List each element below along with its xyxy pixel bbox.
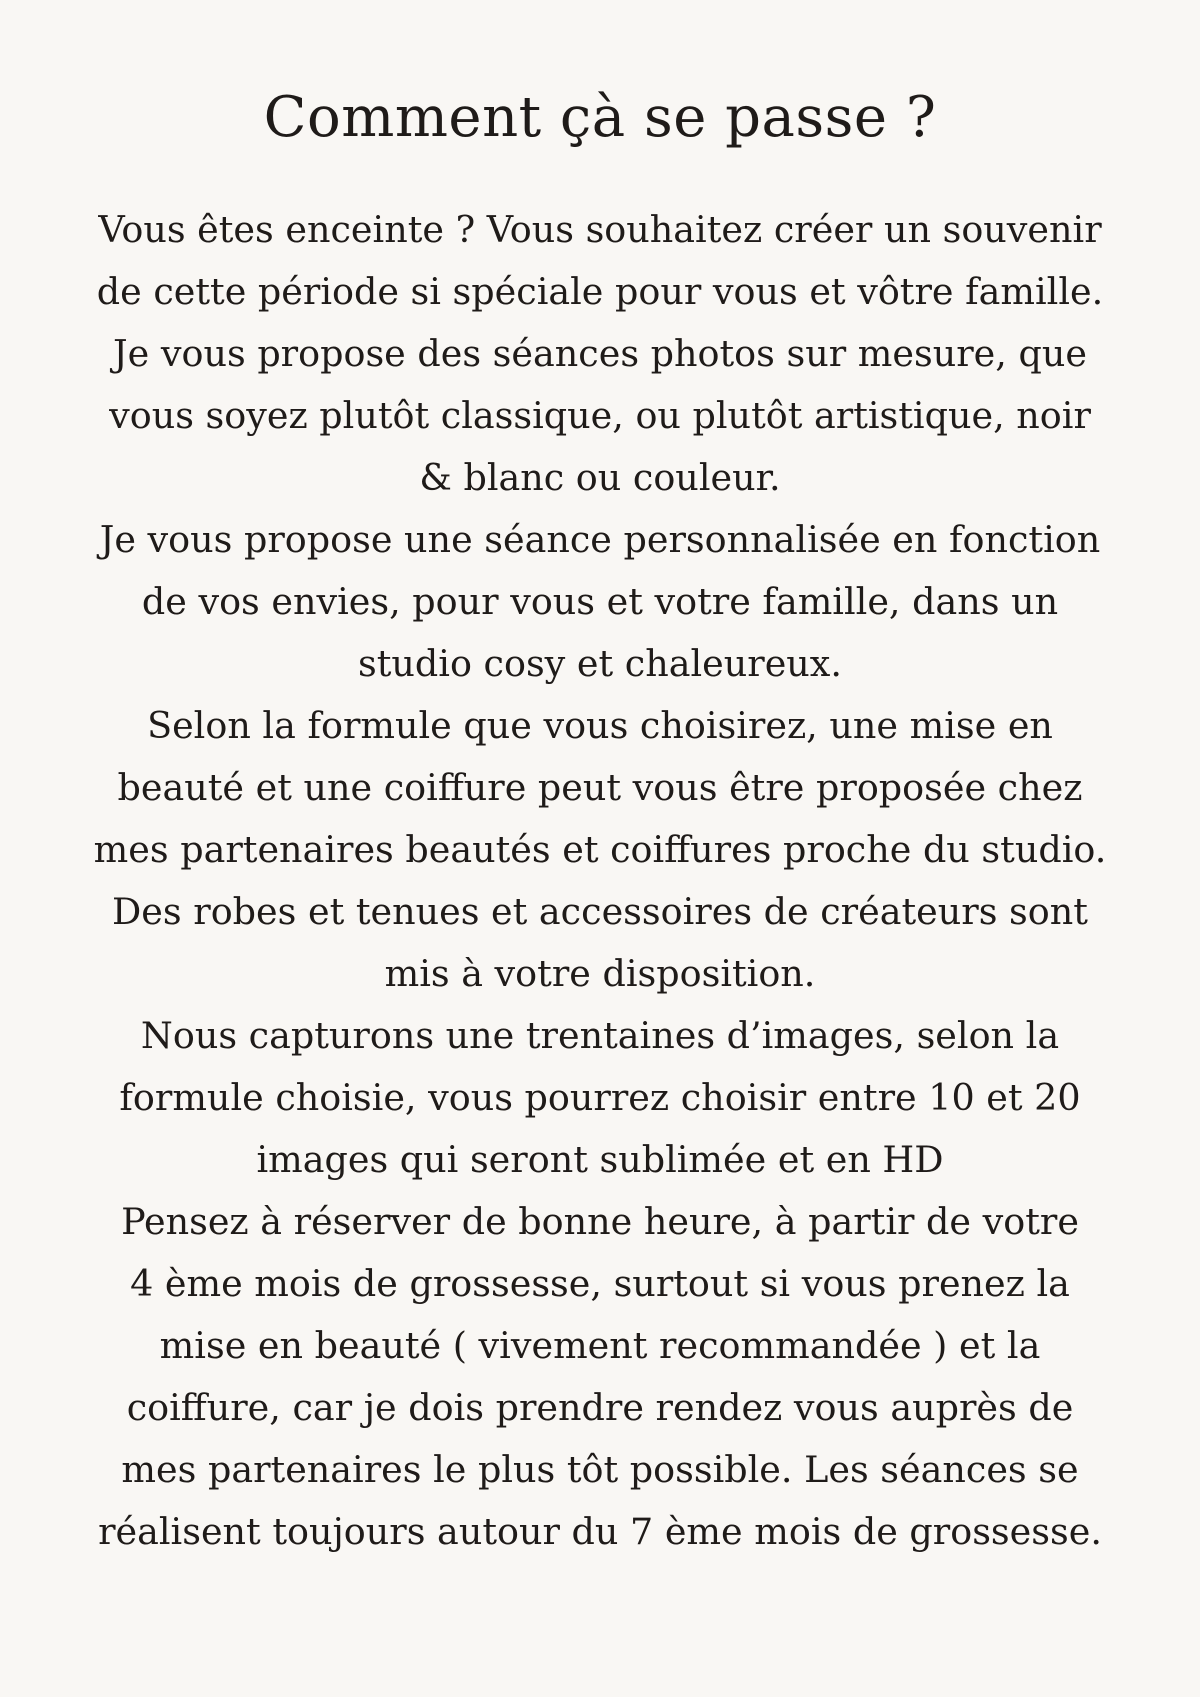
page-title: Comment çà se passe ? <box>263 85 937 150</box>
text-line: beauté et une coiffure peut vous être proposée chez <box>117 766 1083 809</box>
text-line: Je vous propose une séance personnalisée en fonction <box>99 518 1101 561</box>
text-line: de vos envies, pour vous et votre famille, dans un <box>141 580 1059 623</box>
text-line: mes partenaires le plus tôt possible. Les séances se <box>121 1448 1079 1491</box>
text-line: mise en beauté ( vivement recommandée ) et la <box>159 1324 1041 1367</box>
text-line: studio cosy et chaleureux. <box>358 642 842 685</box>
text-line: mis à votre disposition. <box>384 952 816 995</box>
text-line: Pensez à réserver de bonne heure, à partir de votre <box>121 1200 1079 1243</box>
text-line: Nous capturons une trentaines d’images, selon la <box>140 1014 1060 1057</box>
text-line: réalisent toujours autour du 7 ème mois de grossesse. <box>98 1510 1102 1553</box>
text-line: formule choisie, vous pourrez choisir entre 10 et 20 <box>119 1076 1081 1119</box>
body-text <box>40 199 1160 1563</box>
text-line: Des robes et tenues et accessoires de créateurs sont <box>112 890 1088 933</box>
text-line: Selon la formule que vous choisirez, une mise en <box>147 704 1053 747</box>
text-line: mes partenaires beautés et coiffures proche du studio. <box>93 828 1107 871</box>
text-line: coiffure, car je dois prendre rendez vous auprès de <box>126 1386 1074 1429</box>
text-line: de cette période si spéciale pour vous et vôtre famille. <box>96 270 1104 313</box>
text-line: images qui seront sublimée et en HD <box>256 1138 944 1181</box>
text-line: & blanc ou couleur. <box>419 456 781 499</box>
text-line: vous soyez plutôt classique, ou plutôt artistique, noir <box>109 394 1091 437</box>
text-line: Je vous propose des séances photos sur mesure, que <box>113 332 1087 375</box>
text-line: 4 ème mois de grossesse, surtout si vous prenez la <box>130 1262 1070 1305</box>
text-line: Vous êtes enceinte ? Vous souhaitez créer un souvenir <box>98 208 1102 251</box>
